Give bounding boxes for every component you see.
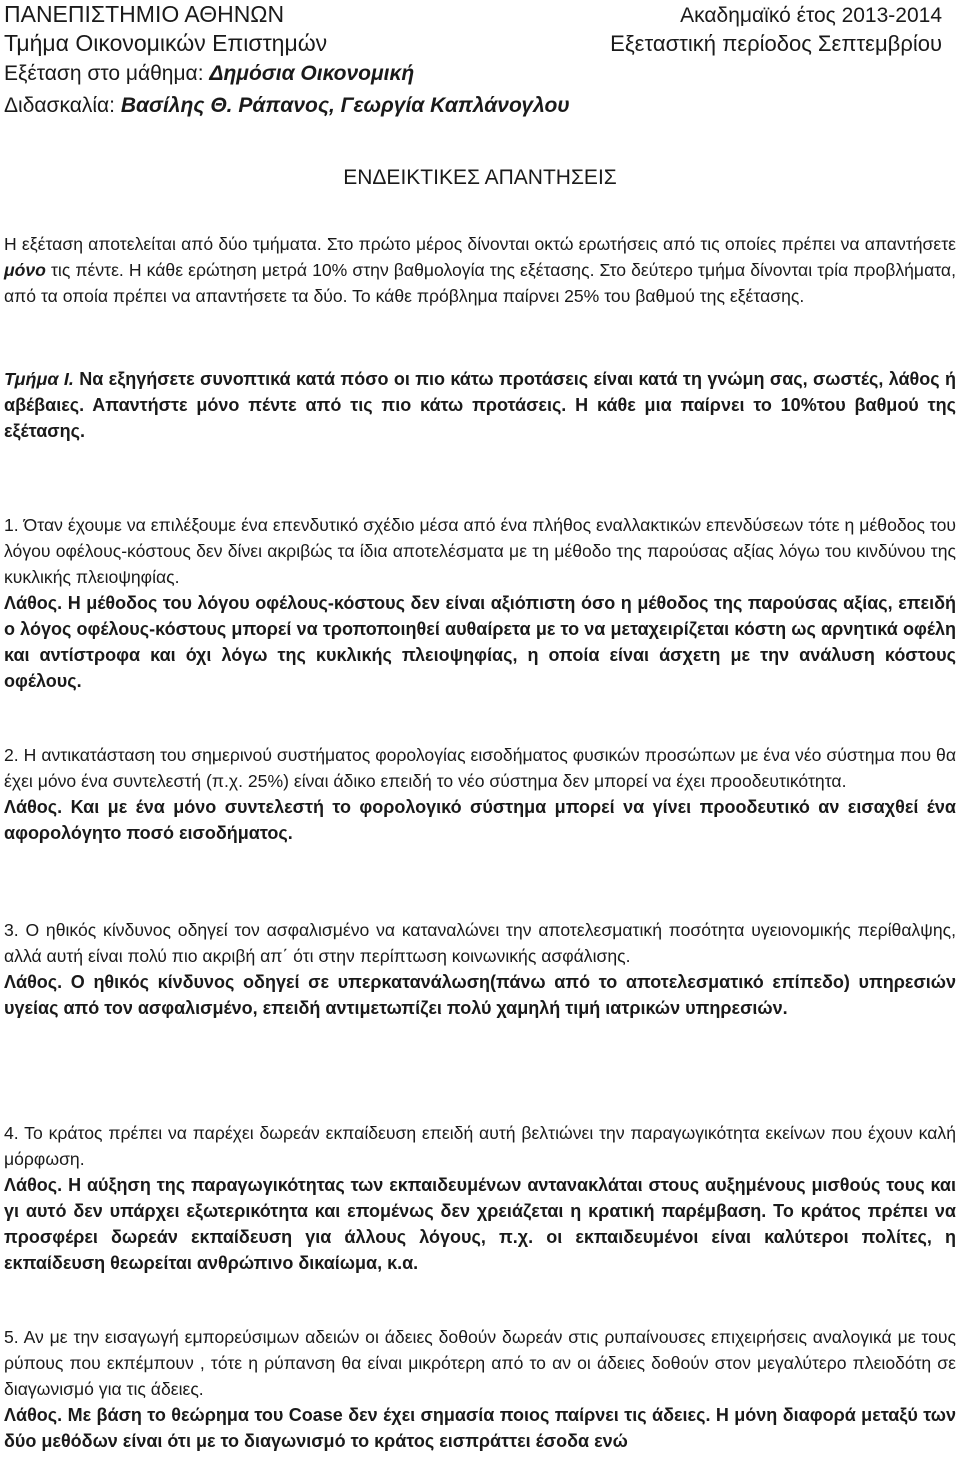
question-text	[4, 742, 956, 794]
section-label: Τμήμα Ι.	[4, 369, 74, 389]
answer-text	[4, 1402, 956, 1454]
section-text: Να εξηγήσετε συνοπτικά κατά πόσο οι πιο κάτω προτάσεις είναι κατά τη γνώμη σας, σωστές, λάθος ή αβέβαιες. Απαντήστε μόνο πέντε από τις πιο κάτω προτάσεις. Η κάθε μια παίρνει το 10%του βαθμού της εξέτασης.	[4, 369, 956, 441]
question-text	[4, 1120, 956, 1172]
answer-text	[4, 794, 956, 846]
question-5	[4, 1324, 956, 1454]
university-name: ΠΑΝΕΠΙΣΤΗΜΙΟ ΑΘΗΝΩΝ	[4, 1, 285, 27]
question-number: 5.	[4, 1327, 19, 1347]
intro-part-1: Η εξέταση αποτελείται από δύο τμήματα. Στο πρώτο μέρος δίνονται οκτώ ερωτήσεις από τις οποίες πρέπει να απαντήσετε	[4, 234, 956, 254]
header-row-2	[4, 28, 942, 58]
answer-explanation: Και με ένα μόνο συντελεστή το φορολογικό σύστημα μπορεί να γίνει προοδευτικό αν εισαχθεί ένα αφορολόγητο ποσό εισοδήματος.	[4, 797, 956, 843]
answer-explanation: Με βάση το θεώρημα του Coase δεν έχει σημασία ποιος παίρνει τις άδειες. Η μόνη διαφορά μεταξύ των δύο μεθόδων είναι ότι με το διαγωνισμό το κράτος εισπράττει έσοδα ενώ	[4, 1405, 956, 1451]
document-title: ΕΝΔΕΙΚΤΙΚΕΣ ΑΠΑΝΤΗΣΕΙΣ	[343, 166, 617, 189]
section-instructions	[4, 366, 956, 444]
question-text	[4, 512, 956, 590]
teachers-line	[4, 90, 942, 122]
question-statement: Ο ηθικός κίνδυνος οδηγεί τον ασφαλισμένο να καταναλώνει την αποτελεσματική ποσότητα υγειονομικής περίθαλψης, αλλά αυτή είναι πολύ πιο ακριβή απ΄ ότι στην περίπτωση κοινωνικής ασφάλισης.	[4, 920, 956, 966]
answer-verdict: Λάθος.	[4, 1175, 63, 1195]
course-prefix: Εξέταση στο μάθημα:	[4, 62, 210, 85]
question-statement: Αν με την εισαγωγή εμπορεύσιμων αδειών οι άδειες δοθούν δωρεάν στις ρυπαίνουσες επιχειρήσεις αναλογικά με τους ρύπους που εκπέμπουν , τότε η ρύπανση θα είναι μικρότερη από το αν οι άδειες δοθούν στον μεγαλύτερο πλειοδότη σε διαγωνισμό για τις άδειες.	[4, 1327, 956, 1399]
intro-emphasis: μόνο	[4, 260, 46, 280]
teachers-names: Βασίλης Θ. Ράπανος, Γεωργία Καπλάνογλου	[120, 94, 570, 117]
question-statement: Το κράτος πρέπει να παρέχει δωρεάν εκπαίδευση επειδή αυτή βελτιώνει την παραγωγικότητα εκείνων που έχουν καλή μόρφωση.	[4, 1123, 956, 1169]
question-text	[4, 1324, 956, 1402]
department-name: Τμήμα Οικονομικών Επιστημών	[4, 30, 328, 56]
answer-text	[4, 969, 956, 1021]
header	[4, 0, 942, 122]
question-2	[4, 742, 956, 846]
question-number: 3.	[4, 920, 19, 940]
answer-explanation: Ο ηθικός κίνδυνος οδηγεί σε υπερκατανάλωση(πάνω από το αποτελεσματικό επίπεδο) υπηρεσιών υγείας από τον ασφαλισμένο, επειδή αντιμετωπίζει πολύ χαμηλή τιμή ιατρικών υπηρεσιών.	[4, 972, 956, 1018]
course-line	[4, 58, 942, 90]
answer-explanation: Η μέθοδος του λόγου οφέλους-κόστους δεν είναι αξιόπιστη όσο η μέθοδος της παρούσας αξίας, επειδή ο λόγος οφέλους-κόστους μπορεί να τροποποιηθεί αυθαίρετα με το να μεταχειρίζεται κόστη ως αρνητικά οφέλη και αντίστροφα και όχι λόγω της κυκλικής πλειοψηφίας, η οποία είναι άσχετη με την ανάλυση κόστους οφέλους.	[4, 593, 956, 691]
question-number: 1.	[4, 515, 19, 535]
header-row-1	[4, 0, 942, 28]
intro-part-2: τις πέντε. Η κάθε ερώτηση μετρά 10% στην βαθμολογία της εξέτασης. Στο δεύτερο τμήμα δίνονται τρία προβλήματα, από τα οποία πρέπει να απαντήσετε τα δύο. Το κάθε πρόβλημα παίρνει 25% του βαθμού της εξέτασης.	[4, 260, 956, 306]
question-number: 2.	[4, 745, 19, 765]
exam-period: Εξεταστική περίοδος Σεπτεμβρίου	[610, 31, 942, 56]
question-number: 4.	[4, 1123, 19, 1143]
teachers-prefix: Διδασκαλία:	[4, 94, 121, 117]
question-statement: Όταν έχουμε να επιλέξουμε ένα επενδυτικό σχέδιο μέσα από ένα πλήθος εναλλακτικών επενδύσεων τότε η μέθοδος του λόγου οφέλους-κόστους δεν δίνει ακριβώς τα ίδια αποτελέσματα με τη μέθοδο της παρούσας αξίας λόγω του κινδύνου της κυκλικής πλειοψηφίας.	[4, 515, 956, 587]
question-3	[4, 917, 956, 1021]
course-name: Δημόσια Οικονομική	[209, 62, 415, 85]
answer-verdict: Λάθος.	[4, 1405, 63, 1425]
question-text	[4, 917, 956, 969]
answer-verdict: Λάθος.	[4, 593, 63, 613]
academic-year: Ακαδημαϊκό έτος 2013-2014	[680, 4, 942, 27]
intro-paragraph	[4, 231, 956, 309]
answer-explanation: Η αύξηση της παραγωγικότητας των εκπαιδευμένων αντανακλάται στους αυξημένους μισθούς τους και γι αυτό δεν υπάρχει εξωτερικότητα και επομένως δεν χρειάζεται η κρατική παρέμβαση. Το κράτος πρέπει να προσφέρει δωρεάν εκπαίδευση για άλλους λόγους, π.χ. οι εκπαιδευμένοι είναι καλύτεροι πολίτες, η εκπαίδευση θεωρείται ανθρώπινο δικαίωμα, κ.α.	[4, 1175, 956, 1273]
answer-verdict: Λάθος.	[4, 797, 63, 817]
question-1	[4, 512, 956, 694]
answer-verdict: Λάθος.	[4, 972, 63, 992]
answer-text	[4, 1172, 956, 1276]
answer-text	[4, 590, 956, 694]
question-4	[4, 1120, 956, 1276]
question-statement: Η αντικατάσταση του σημερινού συστήματος φορολογίας εισοδήματος φυσικών προσώπων με ένα νέο σύστημα που θα έχει μόνο ένα συντελεστή (π.χ. 25%) είναι άδικο επειδή το νέο σύστημα δεν μπορεί να έχει προοδευτικότητα.	[4, 745, 956, 791]
